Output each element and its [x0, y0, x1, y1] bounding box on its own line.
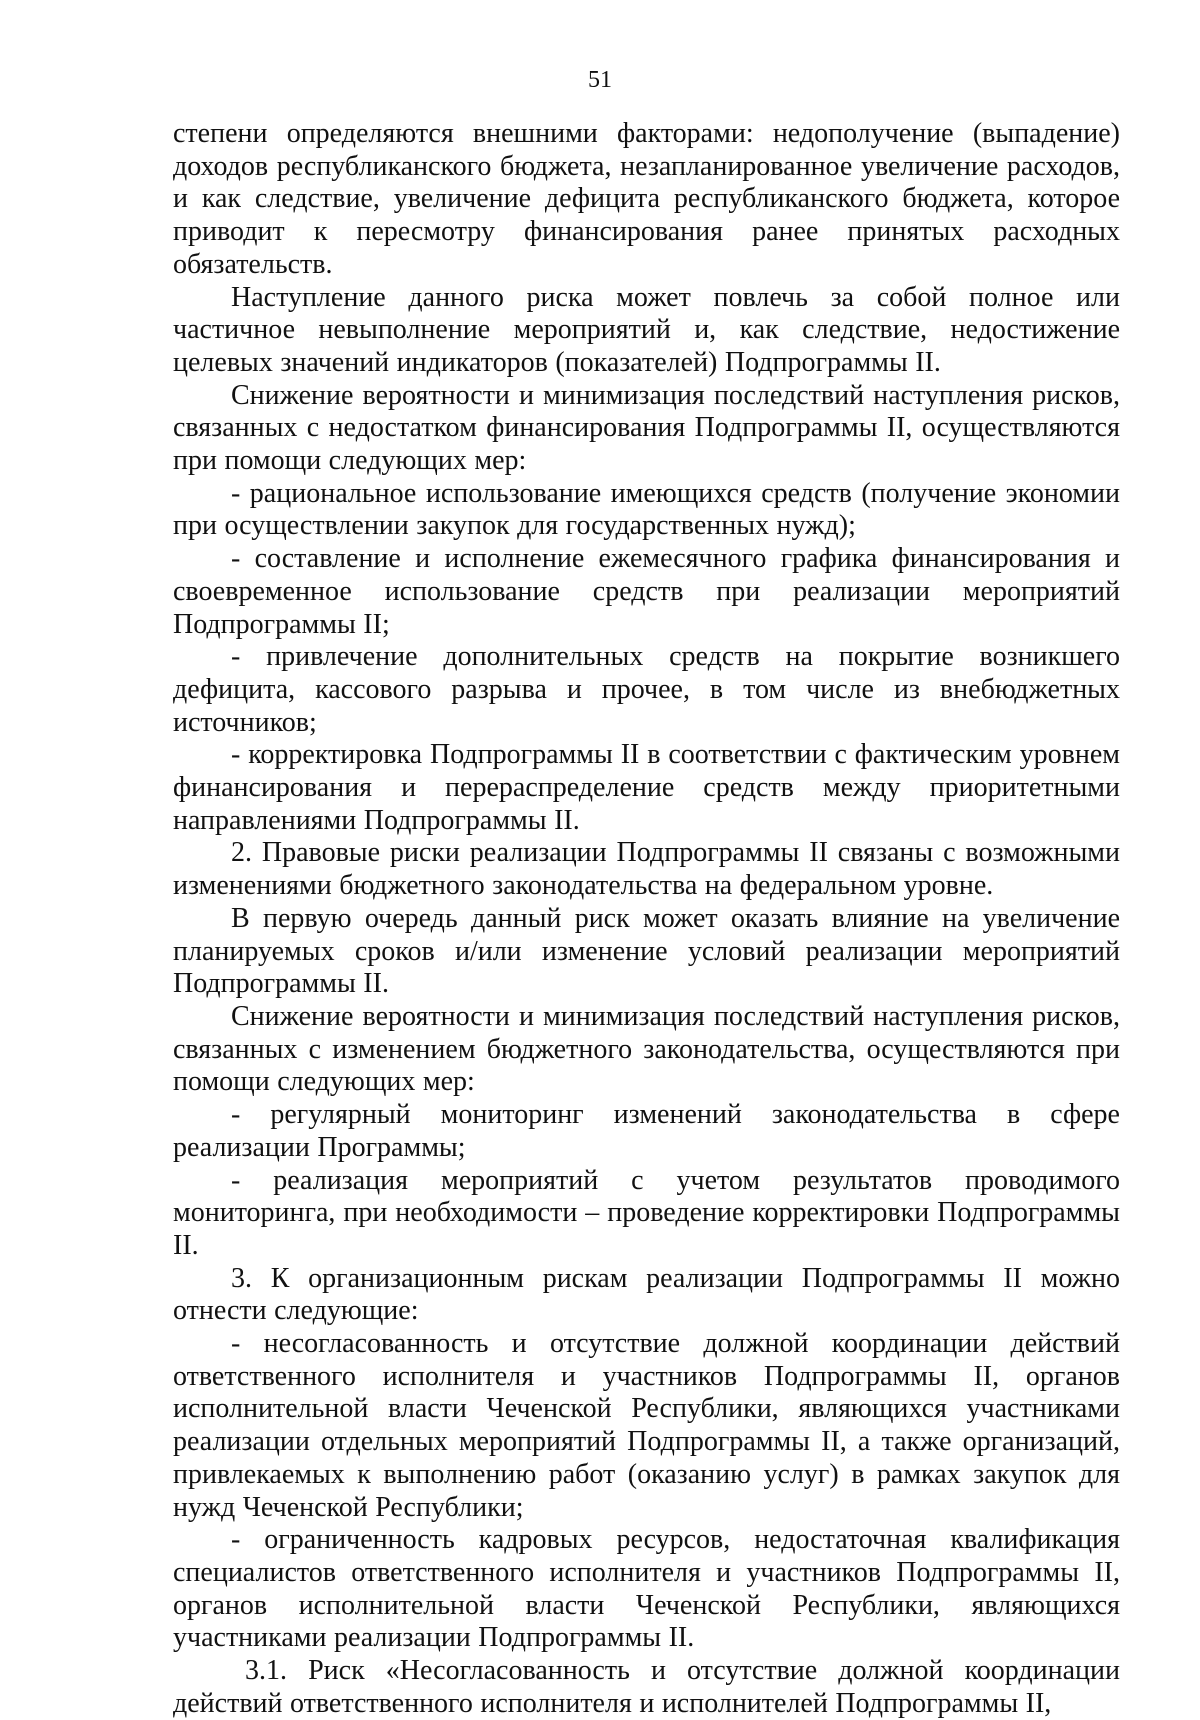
- paragraph-legal-risk-impact: В первую очередь данный риск может оказать влияние на увеличение планируемых сроков и/или изменение условий реализации мероприятий Подпрограммы II.: [173, 902, 1120, 1000]
- paragraph-financing-mitigation-intro: Снижение вероятности и минимизация последствий наступления рисков, связанных с недостатком финансирования Подпрограммы II, осуществляются при помощи следующих мер:: [173, 379, 1120, 477]
- list-item-monitoring-results: - реализация мероприятий с учетом результатов проводимого мониторинга, при необходимости – проведение корректировки Подпрограммы II.: [173, 1164, 1120, 1261]
- list-item-legislation-monitoring: - регулярный мониторинг изменений законодательства в сфере реализации Программы;: [173, 1099, 1120, 1163]
- list-item-staff-resources: - ограниченность кадровых ресурсов, недостаточная квалификация специалистов ответственного исполнителя и участников Подпрограммы II, органов исполнительной власти Чеченской Республики, являющихся участниками реализации Подпрограммы II.: [173, 1524, 1120, 1654]
- paragraph-risk-consequences: Наступление данного риска может повлечь за собой полное или частичное невыполнение мероприятий и, как следствие, недостижение целевых значений индикаторов (показателей) Подпрограммы II.: [173, 281, 1120, 378]
- list-item-additional-funds: - привлечение дополнительных средств на покрытие возникшего дефицита, кассового разрыва и прочее, в том числе из внебюджетных источников;: [173, 641, 1120, 738]
- paragraph-organizational-risks: 3. К организационным рискам реализации Подпрограммы II можно отнести следующие:: [173, 1262, 1120, 1327]
- paragraph-risk-3-1: 3.1. Риск «Несогласованность и отсутствие должной координации действий ответственного исполнителя и исполнителей Подпрограммы II,: [173, 1655, 1120, 1719]
- list-item-program-adjustment: - корректировка Подпрограммы II в соответствии с фактическим уровнем финансирования и перераспределение средств между приоритетными направлениями Подпрограммы II.: [173, 739, 1120, 836]
- paragraph-legal-mitigation-intro: Снижение вероятности и минимизация последствий наступления рисков, связанных с изменением бюджетного законодательства, осуществляются при помощи следующих мер:: [173, 1000, 1120, 1098]
- list-item-rational-use: - рациональное использование имеющихся средств (получение экономии при осуществлении закупок для государственных нужд);: [173, 477, 1120, 542]
- document-body: [173, 118, 1120, 1720]
- paragraph-legal-risks: 2. Правовые риски реализации Подпрограммы II связаны с возможными изменениями бюджетного законодательства на федеральном уровне.: [173, 837, 1120, 902]
- list-item-coordination: - несогласованность и отсутствие должной координации действий ответственного исполнителя и участников Подпрограммы II, органов исполнительной власти Чеченской Республики, являющихся участниками реализации отдельных мероприятий Подпрограммы II, а также организаций, привлекаемых к выполнению работ (оказанию услуг) в рамках закупок для нужд Чеченской Республики;: [173, 1328, 1120, 1523]
- paragraph-financing-risk-continuation: степени определяются внешними факторами: недополучение (выпадение) доходов республиканского бюджета, незапланированное увеличение расходов, и как следствие, увеличение дефицита республиканского бюджета, которое приводит к пересмотру финансирования ранее принятых расходных обязательств.: [173, 118, 1120, 280]
- page-number: 51: [588, 67, 612, 93]
- list-item-monthly-schedule: - составление и исполнение ежемесячного графика финансирования и своевременное использование средств при реализации мероприятий Подпрограммы II;: [173, 543, 1120, 640]
